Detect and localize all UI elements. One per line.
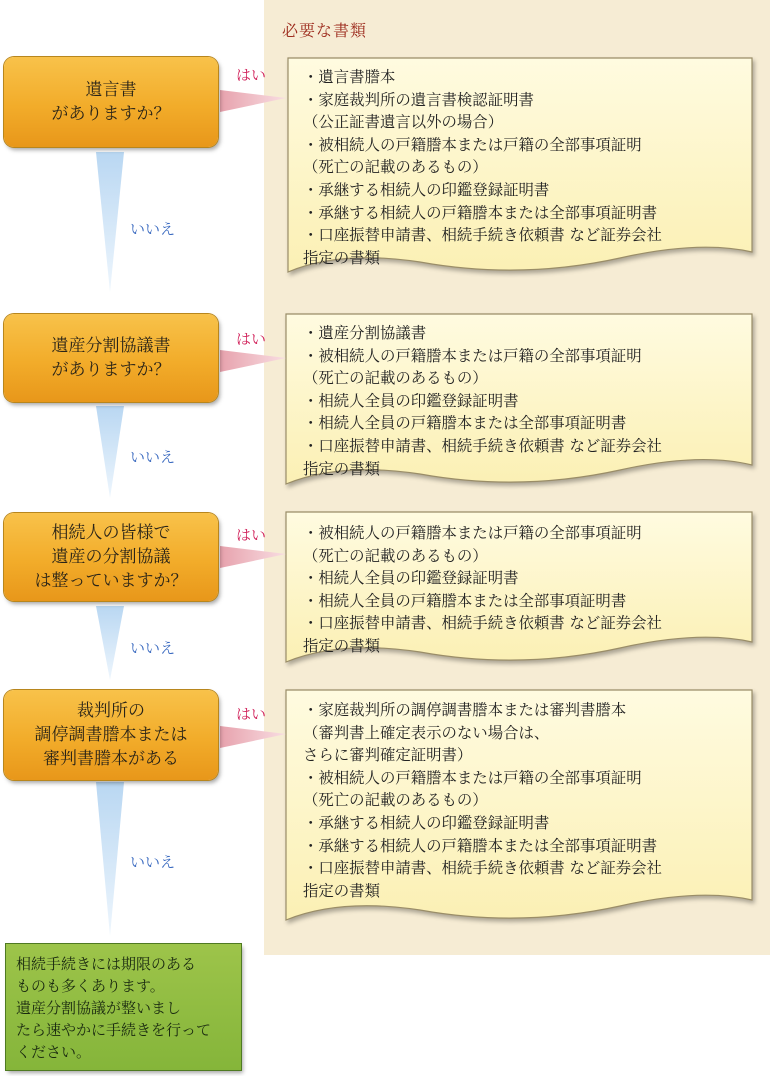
question-box-heirs-agreement bbox=[4, 513, 218, 601]
document-item: ・遺言書謄本 bbox=[303, 68, 396, 86]
no-arrow-4 bbox=[96, 782, 124, 936]
document-item: 指定の書類 bbox=[303, 636, 380, 655]
document-item: 指定の書類 bbox=[303, 248, 380, 267]
yes-label: はい bbox=[236, 526, 267, 544]
question-line: 調停調書謄本または bbox=[34, 725, 188, 745]
question-line: 審判書謄本がある bbox=[43, 749, 179, 769]
document-item: ・承継する相続人の印鑑登録証明書 bbox=[303, 813, 550, 832]
document-item: ・口座振替申請書、相続手続き依頼書 など証券会社 bbox=[303, 614, 662, 633]
document-item: （公正証書遺言以外の場合） bbox=[303, 113, 504, 132]
document-item: 指定の書類 bbox=[303, 881, 380, 900]
document-item: ・被相続人の戸籍謄本または戸籍の全部事項証明 bbox=[303, 768, 642, 787]
question-line: 相続人の皆様で bbox=[51, 523, 171, 543]
document-item: ・被相続人の戸籍謄本または戸籍の全部事項証明 bbox=[303, 346, 642, 365]
question-box-court-record bbox=[4, 690, 218, 780]
document-item: （死亡の記載のあるもの） bbox=[303, 546, 488, 565]
no-arrow-3 bbox=[96, 606, 124, 680]
yes-label: はい bbox=[236, 66, 267, 84]
no-arrow-2 bbox=[96, 406, 124, 498]
yes-label: はい bbox=[236, 705, 267, 723]
document-item: ・相続人全員の印鑑登録証明書 bbox=[303, 569, 519, 588]
document-list-will bbox=[303, 66, 733, 269]
document-item: （死亡の記載のあるもの） bbox=[303, 791, 488, 810]
final-note-line: たら速やかに手続きを行って bbox=[16, 1021, 212, 1039]
question-line: は整っていますか？ bbox=[34, 571, 188, 591]
document-item: ・口座振替申請書、相続手続き依頼書 など証券会社 bbox=[303, 226, 662, 245]
panel-title: 必要な書類 bbox=[282, 21, 368, 40]
document-item: ・遺産分割協議書 bbox=[303, 324, 427, 342]
document-item: ・承継する相続人の戸籍謄本または全部事項証明書 bbox=[303, 836, 657, 855]
document-item: （死亡の記載のあるもの） bbox=[303, 369, 488, 388]
document-item: ・口座振替申請書、相続手続き依頼書 など証券会社 bbox=[303, 859, 662, 878]
question-line: がありますか？ bbox=[51, 104, 171, 124]
no-label: いいえ bbox=[130, 853, 176, 871]
question-line: 裁判所の bbox=[77, 701, 145, 721]
document-item: （審判書上確定表示のない場合は、 bbox=[303, 723, 550, 742]
document-item: ・相続人全員の印鑑登録証明書 bbox=[303, 391, 519, 410]
question-box-division-agreement bbox=[4, 314, 218, 402]
no-label: いいえ bbox=[130, 639, 176, 657]
question-line: 遺産分割協議書 bbox=[51, 336, 171, 356]
document-item: ・被相続人の戸籍謄本または戸籍の全部事項証明 bbox=[303, 524, 642, 542]
final-note-line: ものも多くあります。 bbox=[16, 977, 165, 995]
document-list-court-record bbox=[303, 699, 733, 902]
document-item: ・被相続人の戸籍謄本または戸籍の全部事項証明 bbox=[303, 135, 642, 154]
document-list-heirs-agreement bbox=[303, 522, 733, 658]
document-item: （死亡の記載のあるもの） bbox=[303, 158, 488, 177]
yes-label: はい bbox=[236, 330, 267, 348]
final-note-line: ください。 bbox=[16, 1043, 92, 1061]
no-label: いいえ bbox=[130, 448, 176, 466]
final-note-line: 相続手続きには期限のある bbox=[16, 955, 197, 973]
document-list-division-agreement bbox=[303, 322, 733, 480]
question-line: 遺言書 bbox=[85, 80, 137, 100]
document-item: ・相続人全員の戸籍謄本または全部事項証明書 bbox=[303, 591, 627, 610]
no-label: いいえ bbox=[130, 220, 176, 238]
document-item: ・承継する相続人の戸籍謄本または全部事項証明書 bbox=[303, 203, 657, 222]
document-item: ・家庭裁判所の調停調書謄本または審判書謄本 bbox=[303, 701, 627, 719]
document-item: ・承継する相続人の印鑑登録証明書 bbox=[303, 180, 550, 199]
question-line: 遺産の分割協議 bbox=[51, 547, 171, 567]
document-item: ・口座振替申請書、相続手続き依頼書 など証券会社 bbox=[303, 436, 662, 455]
question-box-will bbox=[4, 57, 218, 147]
no-arrow-1 bbox=[96, 152, 124, 292]
document-item: 指定の書類 bbox=[303, 459, 380, 478]
final-note-text bbox=[16, 953, 238, 1063]
final-note-line: 遺産分割協議が整いまし bbox=[16, 999, 182, 1017]
document-item: ・家庭裁判所の遺言書検認証明書 bbox=[303, 90, 534, 109]
document-item: さらに審判確定証明書） bbox=[303, 746, 473, 765]
document-item: ・相続人全員の戸籍謄本または全部事項証明書 bbox=[303, 414, 627, 433]
question-line: がありますか？ bbox=[51, 360, 171, 380]
